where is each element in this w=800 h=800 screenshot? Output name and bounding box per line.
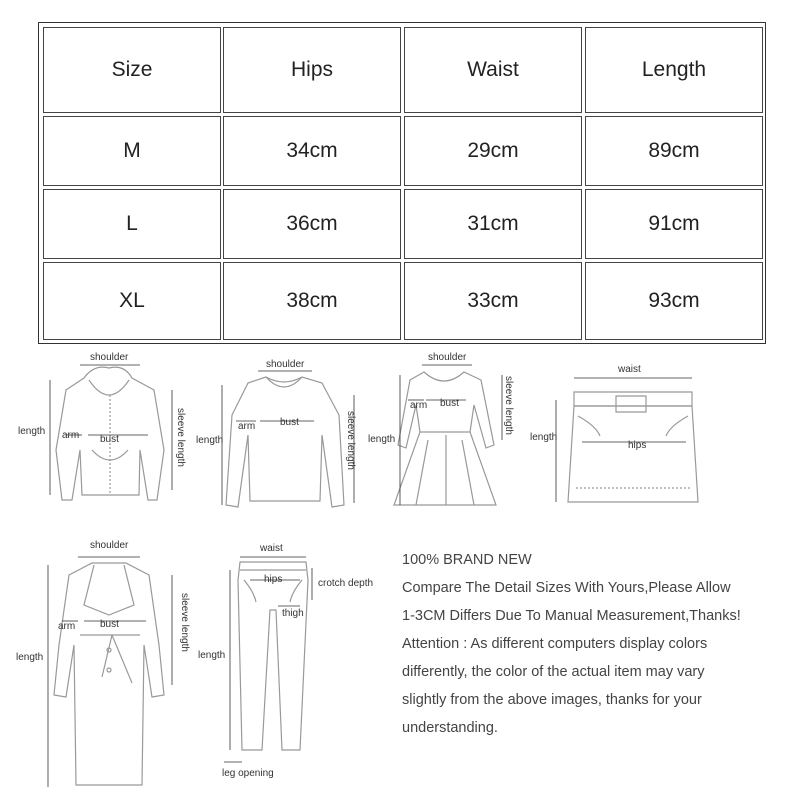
sweater-sleeve-label: sleeve length — [345, 411, 356, 470]
dress-sleeve-label: sleeve length — [503, 376, 514, 435]
pants-hips-label: hips — [264, 574, 283, 585]
cell-size-m: M — [43, 116, 221, 186]
sweater-shoulder-label: shoulder — [266, 359, 305, 370]
dress-bust-label: bust — [440, 398, 459, 409]
cell-size-l: L — [43, 189, 221, 259]
coat-illustration — [14, 535, 204, 800]
pants-leg-opening-label: leg opening — [222, 768, 274, 779]
skirt-hips-label: hips — [628, 440, 647, 451]
sweater-arm-label: arm — [238, 421, 256, 432]
cell-hips-l: 36cm — [223, 189, 401, 259]
product-notes — [402, 546, 796, 742]
dress-shoulder-label: shoulder — [428, 352, 467, 363]
notes-images: slightly from the above images, thanks for your — [402, 692, 702, 708]
pants-crotch-label: crotch depth — [318, 578, 374, 589]
hoodie-length-label: length — [18, 426, 46, 437]
hoodie-shoulder-label: shoulder — [90, 352, 129, 363]
coat-diagram — [14, 535, 204, 800]
cell-length-xl: 93cm — [585, 262, 763, 340]
hoodie-arm-label: arm — [62, 430, 80, 441]
notes-understanding: understanding. — [402, 720, 498, 736]
cell-waist-m: 29cm — [404, 116, 582, 186]
header-size: Size — [43, 27, 221, 113]
cell-waist-l: 31cm — [404, 189, 582, 259]
sweater-diagram — [194, 355, 369, 520]
sweater-length-label: length — [196, 435, 224, 446]
cell-hips-m: 34cm — [223, 116, 401, 186]
coat-arm-label: arm — [58, 621, 76, 632]
notes-brand-new: 100% BRAND NEW — [402, 552, 532, 568]
size-chart-table — [38, 22, 766, 344]
pants-thigh-label: thigh — [282, 608, 304, 619]
cell-size-xl: XL — [43, 262, 221, 340]
hoodie-diagram — [14, 350, 194, 520]
skirt-diagram — [526, 360, 716, 520]
hoodie-sleeve-label: sleeve length — [175, 408, 186, 467]
cell-length-m: 89cm — [585, 116, 763, 186]
notes-attention: Attention : As different computers display colors — [402, 636, 708, 652]
cell-hips-xl: 38cm — [223, 262, 401, 340]
coat-shoulder-label: shoulder — [90, 540, 129, 551]
hoodie-bust-label: bust — [100, 434, 119, 445]
header-hips: Hips — [223, 27, 401, 113]
cell-waist-xl: 33cm — [404, 262, 582, 340]
coat-length-label: length — [16, 652, 44, 663]
dress-diagram — [366, 350, 526, 520]
pants-length-label: length — [198, 650, 226, 661]
pants-waist-label: waist — [260, 543, 283, 554]
header-waist: Waist — [404, 27, 582, 113]
pants-diagram — [196, 540, 386, 800]
coat-sleeve-label: sleeve length — [179, 593, 190, 652]
header-length: Length — [585, 27, 763, 113]
notes-compare: Compare The Detail Sizes With Yours,Please Allow — [402, 580, 731, 596]
notes-color-vary: differently, the color of the actual item may vary — [402, 664, 705, 680]
dress-length-label: length — [368, 434, 396, 445]
coat-bust-label: bust — [100, 619, 119, 630]
sweater-bust-label: bust — [280, 417, 299, 428]
dress-arm-label: arm — [410, 400, 428, 411]
skirt-waist-label: waist — [618, 364, 641, 375]
cell-length-l: 91cm — [585, 189, 763, 259]
notes-differs: 1-3CM Differs Due To Manual Measurement,Thanks! — [402, 608, 741, 624]
skirt-length-label: length — [530, 432, 558, 443]
